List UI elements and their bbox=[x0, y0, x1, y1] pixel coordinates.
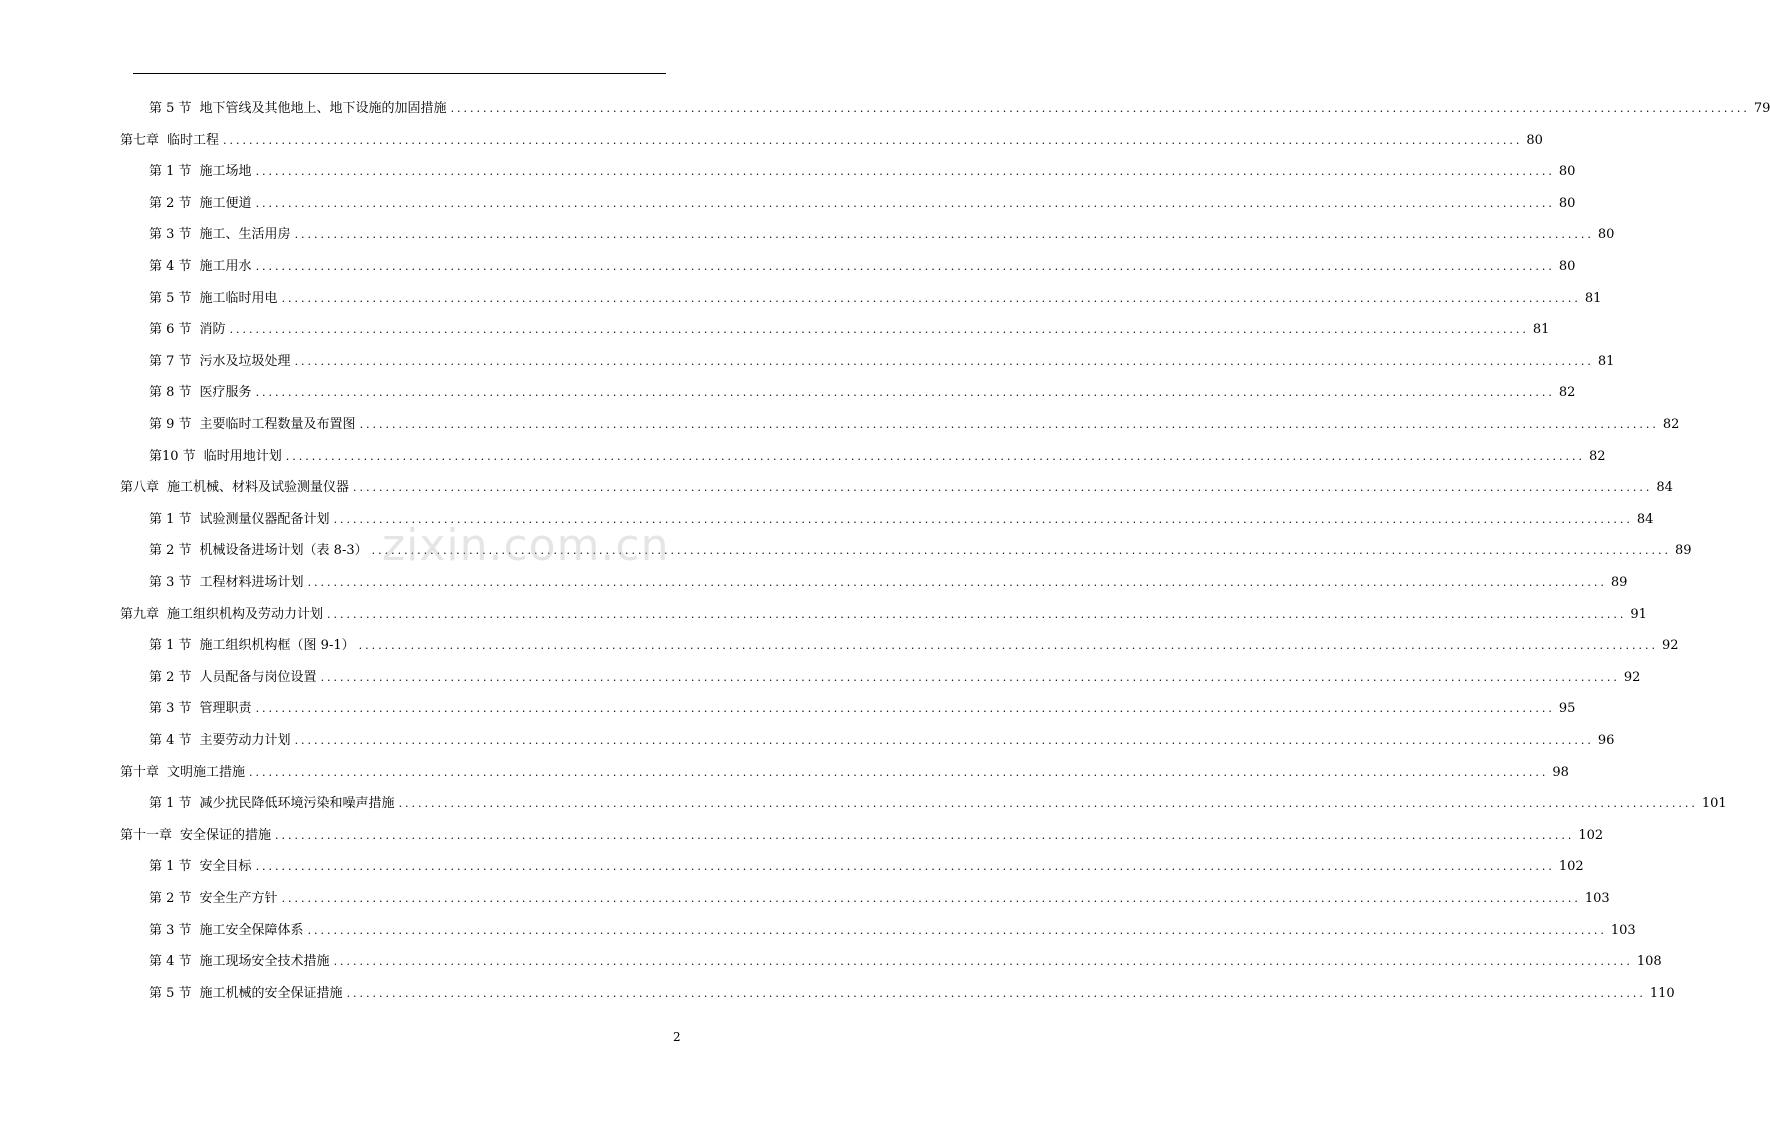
toc-entry-title: 地下管线及其他地上、地下设施的加固措施 bbox=[199, 101, 447, 116]
toc-entry-page: 82 bbox=[1558, 385, 1576, 401]
toc-entry-title: 消防 bbox=[199, 322, 226, 338]
toc-entry-number: 第 1 节 bbox=[149, 164, 192, 180]
toc-chapter-entry[interactable] bbox=[120, 825, 1604, 847]
toc-entry-number: 第 2 节 bbox=[149, 543, 192, 559]
toc-entry-number: 第九章 bbox=[120, 606, 160, 622]
toc-section-entry[interactable] bbox=[149, 319, 1550, 341]
page-number: 2 bbox=[673, 1030, 681, 1044]
toc-dot-leader: ........................................................................................................................................................................................................ bbox=[333, 955, 1633, 969]
toc-entry-page: 80 bbox=[1558, 164, 1576, 180]
toc-entry-number: 第 9 节 bbox=[149, 417, 192, 432]
toc-entry-title: 管理职责 bbox=[199, 701, 252, 717]
toc-dot-leader: ........................................................................................................................................................................................................ bbox=[359, 418, 1659, 431]
toc-entry-page: 102 bbox=[1578, 827, 1604, 843]
toc-entry-page: 80 bbox=[1526, 132, 1543, 148]
toc-entry-title: 安全生产方针 bbox=[199, 891, 278, 906]
toc-dot-leader: ........................................................................................................................................................................................................ bbox=[275, 828, 1575, 842]
toc-entry-page: 79 bbox=[1753, 101, 1770, 116]
toc-section-entry[interactable] bbox=[149, 698, 1576, 720]
toc-dot-leader: ........................................................................................................................................................................................................ bbox=[255, 702, 1555, 716]
toc-entry-page: 103 bbox=[1610, 922, 1636, 938]
toc-entry-page: 102 bbox=[1558, 859, 1584, 875]
toc-entry-page: 91 bbox=[1630, 606, 1647, 622]
toc-entry-page: 101 bbox=[1701, 796, 1727, 812]
toc-dot-leader: ........................................................................................................................................................................................................ bbox=[333, 512, 1633, 526]
toc-entry-number: 第 4 节 bbox=[149, 259, 192, 274]
toc-entry-number: 第 2 节 bbox=[149, 195, 192, 211]
toc-chapter-entry[interactable] bbox=[120, 477, 1673, 499]
toc-dot-leader: ........................................................................................................................................................................................................ bbox=[255, 386, 1555, 400]
toc-entry-number: 第 8 节 bbox=[149, 385, 192, 401]
toc-entry-title: 施工临时用电 bbox=[199, 290, 278, 306]
toc-entry-title: 主要临时工程数量及布置图 bbox=[199, 417, 356, 432]
toc-section-entry[interactable] bbox=[149, 382, 1576, 404]
toc-entry-page: 110 bbox=[1649, 985, 1675, 1001]
toc-section-entry[interactable] bbox=[149, 224, 1615, 246]
toc-entry-title: 施工便道 bbox=[199, 195, 252, 211]
toc-dot-leader: ........................................................................................................................................................................................................ bbox=[371, 544, 1671, 558]
toc-section-entry[interactable] bbox=[149, 951, 1662, 973]
toc-dot-leader: ........................................................................................................................................................................................................ bbox=[398, 797, 1698, 811]
toc-entry-page: 81 bbox=[1532, 322, 1550, 338]
toc-entry-number: 第 3 节 bbox=[149, 922, 192, 938]
toc-entry-title: 施工机械的安全保证措施 bbox=[199, 985, 343, 1001]
toc-chapter-entry[interactable] bbox=[120, 762, 1569, 784]
toc-section-entry[interactable] bbox=[149, 161, 1576, 183]
toc-entry-number: 第 7 节 bbox=[149, 353, 192, 369]
toc-entry-title: 减少扰民降低环境污染和噪声措施 bbox=[199, 796, 395, 812]
toc-entry-page: 80 bbox=[1558, 195, 1576, 211]
toc-dot-leader: ........................................................................................................................................................................................................ bbox=[307, 576, 1607, 589]
toc-dot-leader: ........................................................................................................................................................................................................ bbox=[307, 923, 1607, 937]
toc-entry-number: 第 1 节 bbox=[149, 638, 192, 654]
toc-entry-title: 施工场地 bbox=[199, 164, 252, 180]
toc-section-entry[interactable] bbox=[149, 256, 1576, 278]
toc-chapter-entry[interactable] bbox=[120, 130, 1543, 152]
toc-entry-number: 第 1 节 bbox=[149, 796, 192, 812]
toc-entry-number: 第 3 节 bbox=[149, 701, 192, 717]
toc-entry-page: 80 bbox=[1558, 259, 1576, 274]
toc-dot-leader: ........................................................................................................................................................................................................ bbox=[353, 481, 1653, 495]
toc-chapter-entry[interactable] bbox=[120, 604, 1647, 626]
toc-entry-number: 第七章 bbox=[120, 132, 160, 148]
toc-dot-leader: ........................................................................................................................................................................................................ bbox=[255, 165, 1555, 179]
toc-dot-leader: ........................................................................................................................................................................................................ bbox=[255, 260, 1555, 273]
toc-dot-leader: ........................................................................................................................................................................................................ bbox=[223, 133, 1523, 147]
toc-entry-number: 第 5 节 bbox=[149, 985, 192, 1001]
toc-entry-page: 103 bbox=[1584, 891, 1610, 906]
toc-entry-number: 第 1 节 bbox=[149, 859, 192, 875]
toc-dot-leader: ........................................................................................................................................................................................................ bbox=[450, 102, 1750, 115]
toc-dot-leader: ........................................................................................................................................................................................................ bbox=[255, 860, 1555, 874]
toc-dot-leader: ........................................................................................................................................................................................................ bbox=[229, 323, 1529, 337]
toc-entry-title: 工程材料进场计划 bbox=[199, 575, 304, 590]
toc-section-entry[interactable] bbox=[149, 856, 1584, 878]
toc-section-entry[interactable] bbox=[149, 351, 1615, 373]
toc-entry-number: 第 3 节 bbox=[149, 575, 192, 590]
toc-entry-title: 医疗服务 bbox=[199, 385, 252, 401]
toc-entry-number: 第十一章 bbox=[120, 827, 173, 843]
toc-section-entry[interactable] bbox=[149, 983, 1675, 1005]
toc-entry-page: 92 bbox=[1661, 638, 1679, 654]
toc-entry-page: 89 bbox=[1610, 575, 1628, 590]
toc-entry-page: 82 bbox=[1589, 448, 1606, 464]
toc-entry-title: 施工、生活用房 bbox=[199, 227, 291, 243]
toc-entry-page: 84 bbox=[1636, 511, 1654, 527]
toc-entry-number: 第 4 节 bbox=[149, 733, 192, 748]
toc-entry-title: 临时工程 bbox=[167, 132, 220, 148]
toc-entry-page: 108 bbox=[1636, 954, 1662, 970]
toc-entry-page: 82 bbox=[1662, 417, 1680, 432]
toc-entry-page: 84 bbox=[1656, 480, 1673, 496]
toc-entry-title: 安全保证的措施 bbox=[180, 827, 272, 843]
toc-dot-leader: ........................................................................................................................................................................................................ bbox=[294, 354, 1594, 368]
toc-dot-leader: ........................................................................................................................................................................................................ bbox=[285, 449, 1586, 463]
toc-section-entry[interactable] bbox=[149, 793, 1727, 815]
toc-dot-leader: ........................................................................................................................................................................................................ bbox=[281, 892, 1581, 905]
toc-section-entry[interactable] bbox=[149, 730, 1615, 752]
toc-entry-title: 施工机械、材料及试验测量仪器 bbox=[167, 480, 350, 496]
toc-entry-number: 第 2 节 bbox=[149, 669, 192, 685]
toc-entry-title: 施工用水 bbox=[199, 259, 252, 274]
toc-dot-leader: ........................................................................................................................................................................................................ bbox=[294, 734, 1594, 747]
toc-entry-number: 第 4 节 bbox=[149, 954, 192, 970]
toc-dot-leader: ........................................................................................................................................................................................................ bbox=[346, 986, 1646, 1000]
toc-entry-number: 第 5 节 bbox=[149, 101, 192, 116]
toc-entry-page: 89 bbox=[1674, 543, 1692, 559]
toc-entry-number: 第10 节 bbox=[149, 448, 196, 464]
toc-dot-leader: ........................................................................................................................................................................................................ bbox=[294, 228, 1594, 242]
toc-entry-page: 80 bbox=[1597, 227, 1615, 243]
toc-entry-number: 第 6 节 bbox=[149, 322, 192, 338]
toc-entry-page: 81 bbox=[1584, 290, 1602, 306]
toc-entry-title: 施工组织机构框（图 9-1） bbox=[199, 638, 355, 654]
toc-section-entry[interactable] bbox=[149, 98, 1770, 120]
toc-entry-title: 机械设备进场计划（表 8-3） bbox=[199, 543, 368, 559]
toc-entry-page: 98 bbox=[1552, 764, 1569, 780]
toc-dot-leader: ........................................................................................................................................................................................................ bbox=[249, 765, 1549, 779]
toc-dot-leader: ........................................................................................................................................................................................................ bbox=[358, 639, 1658, 653]
toc-entry-page: 95 bbox=[1558, 701, 1576, 717]
toc-entry-number: 第 5 节 bbox=[149, 290, 192, 306]
toc-entry-number: 第 1 节 bbox=[149, 511, 192, 527]
toc-section-entry[interactable] bbox=[149, 572, 1628, 594]
toc-entry-number: 第十章 bbox=[120, 764, 160, 780]
toc-dot-leader: ........................................................................................................................................................................................................ bbox=[320, 670, 1620, 684]
toc-entry-title: 试验测量仪器配备计划 bbox=[199, 511, 330, 527]
toc-section-entry[interactable] bbox=[149, 414, 1680, 436]
toc-entry-page: 96 bbox=[1597, 733, 1615, 748]
toc-entry-title: 临时用地计划 bbox=[203, 448, 282, 464]
toc-entry-page: 81 bbox=[1597, 353, 1615, 369]
toc-entry-title: 施工组织机构及劳动力计划 bbox=[167, 606, 324, 622]
watermark: zixin.com.cn bbox=[382, 520, 670, 571]
toc-section-entry[interactable] bbox=[149, 193, 1576, 215]
toc-section-entry[interactable] bbox=[149, 446, 1606, 468]
toc-entry-title: 污水及垃圾处理 bbox=[199, 353, 291, 369]
toc-entry-title: 施工现场安全技术措施 bbox=[199, 954, 330, 970]
toc-dot-leader: ........................................................................................................................................................................................................ bbox=[255, 196, 1555, 210]
toc-entry-number: 第八章 bbox=[120, 480, 160, 496]
toc-entry-title: 人员配备与岗位设置 bbox=[199, 669, 317, 685]
toc-dot-leader: ........................................................................................................................................................................................................ bbox=[327, 607, 1627, 621]
toc-section-entry[interactable] bbox=[149, 920, 1636, 942]
toc-entry-title: 安全目标 bbox=[199, 859, 252, 875]
toc-entry-title: 施工安全保障体系 bbox=[199, 922, 304, 938]
toc-entry-title: 主要劳动力计划 bbox=[199, 733, 291, 748]
toc-section-entry[interactable] bbox=[149, 888, 1610, 910]
toc-entry-page: 92 bbox=[1623, 669, 1641, 685]
toc-section-entry[interactable] bbox=[149, 667, 1641, 689]
toc-entry-title: 文明施工措施 bbox=[167, 764, 246, 780]
toc-entry-number: 第 2 节 bbox=[149, 891, 192, 906]
toc-dot-leader: ........................................................................................................................................................................................................ bbox=[281, 291, 1581, 305]
toc-section-entry[interactable] bbox=[149, 635, 1679, 657]
toc-section-entry[interactable] bbox=[149, 288, 1602, 310]
toc-entry-number: 第 3 节 bbox=[149, 227, 192, 243]
